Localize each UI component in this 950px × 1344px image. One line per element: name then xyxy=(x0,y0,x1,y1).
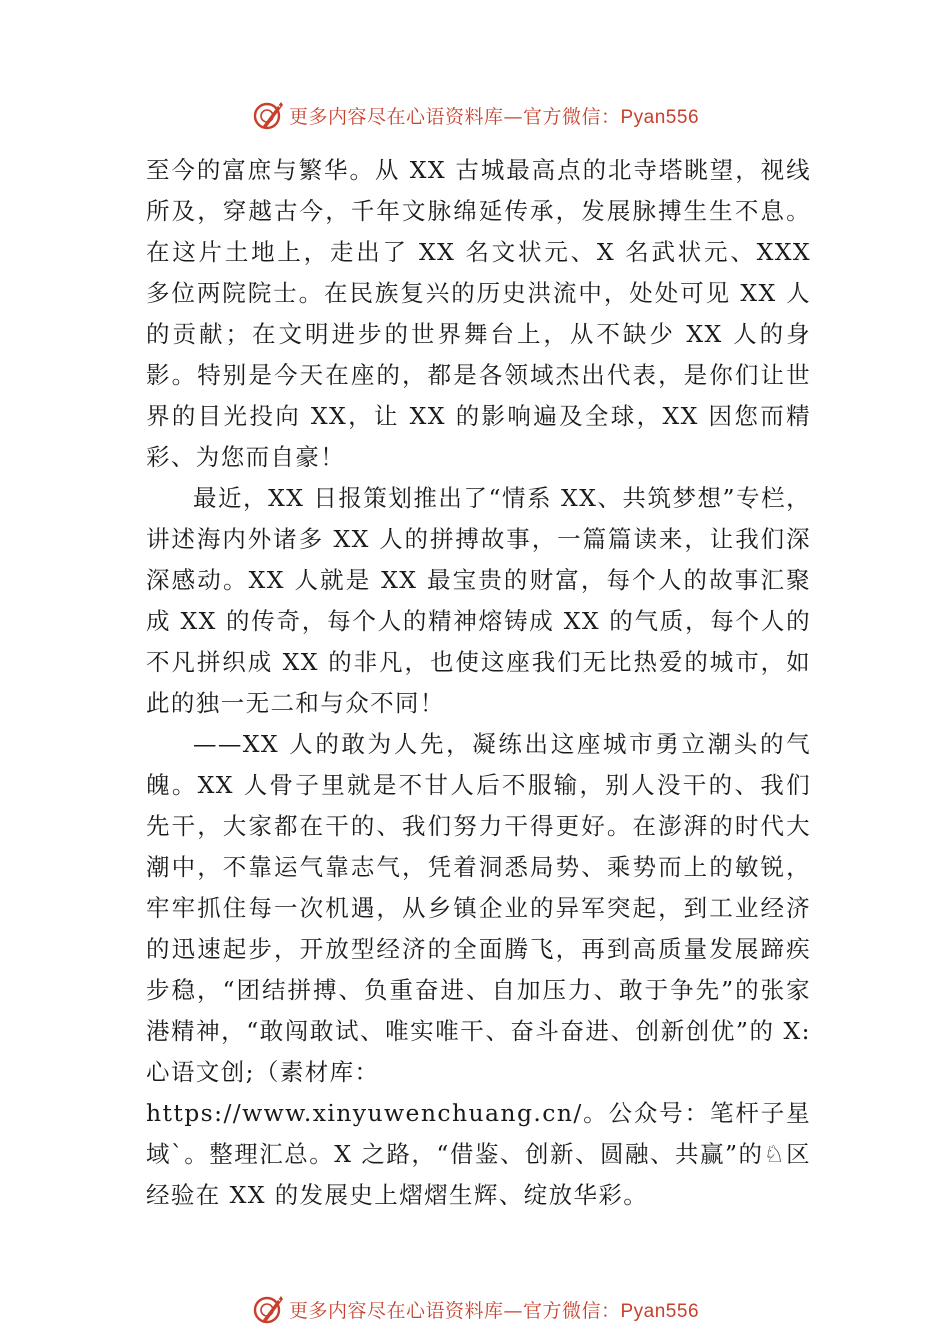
paragraph-4: https://www.xinyuwenchuang.cn/。公众号：笔杆子星域`。整理汇总。X 之路，“借鉴、创新、圆融、共赢”的♘区经验在 XX 的发展史上熠熠生辉、绽放华彩。 xyxy=(146,1099,811,1209)
banner-text: 更多内容尽在心语资料库—官方微信：Pyan556 xyxy=(288,1299,700,1322)
wechat-id: Pyan556 xyxy=(620,106,700,128)
header-banner xyxy=(0,95,950,135)
wechat-id: Pyan556 xyxy=(620,1300,700,1322)
footer-banner xyxy=(0,1289,950,1329)
paragraph-1: 至今的富庶与繁华。从 XX 古城最高点的北寺塔眺望，视线所及，穿越古今，千年文脉绵延传承，发展脉搏生生不息。 在这片土地上，走出了 XX 名文状元、X 名武状元、XXX 多位两院院士。在民族复兴的历史洪流中，处处可见 XX 人的贡献；在文明进步的世界舞台上，从不缺少 XX 人的身影。特别是今天在座的，都是各领域杰出代表，是你们让世界的目光投向 XX，让 XX 的影响遍及全球，XX 因您而精彩、为您而自豪！ xyxy=(146,156,811,471)
pen-logo-icon xyxy=(251,98,285,132)
pen-logo-icon xyxy=(251,1292,285,1326)
banner-text: 更多内容尽在心语资料库—官方微信：Pyan556 xyxy=(288,105,700,128)
paragraph-3: ——XX 人的敢为人先，凝练出这座城市勇立潮头的气魄。XX 人骨子里就是不甘人后不服输，别人没干的、我们先干，大家都在干的、我们努力干得更好。在澎湃的时代大潮中，不靠运气靠志气，凭着洞悉局势、乘势而上的敏锐，牢牢抓住每一次机遇，从乡镇企业的异军突起，到工业经济的迅速起步，开放型经济的全面腾飞，再到高质量发展蹄疾步稳，“团结拼搏、负重奋进、自加压力、敢于争先”的张家港精神，“敢闯敢试、唯实唯干、奋斗奋进、创新创优”的 X:心语文创;（素材库： xyxy=(146,730,811,1086)
paragraph-2: 最近，XX 日报策划推出了“情系 XX、共筑梦想”专栏，讲述海内外诸多 XX 人的拼搏故事，一篇篇读来，让我们深深感动。XX 人就是 XX 最宝贵的财富，每个人的故事汇聚成 XX 的传奇，每个人的精神熔铸成 XX 的气质，每个人的不凡拼织成 XX 的非凡，也使这座我们无比热爱的城市，如此的独一无二和与众不同！ xyxy=(146,484,811,717)
document-body xyxy=(146,150,811,1216)
